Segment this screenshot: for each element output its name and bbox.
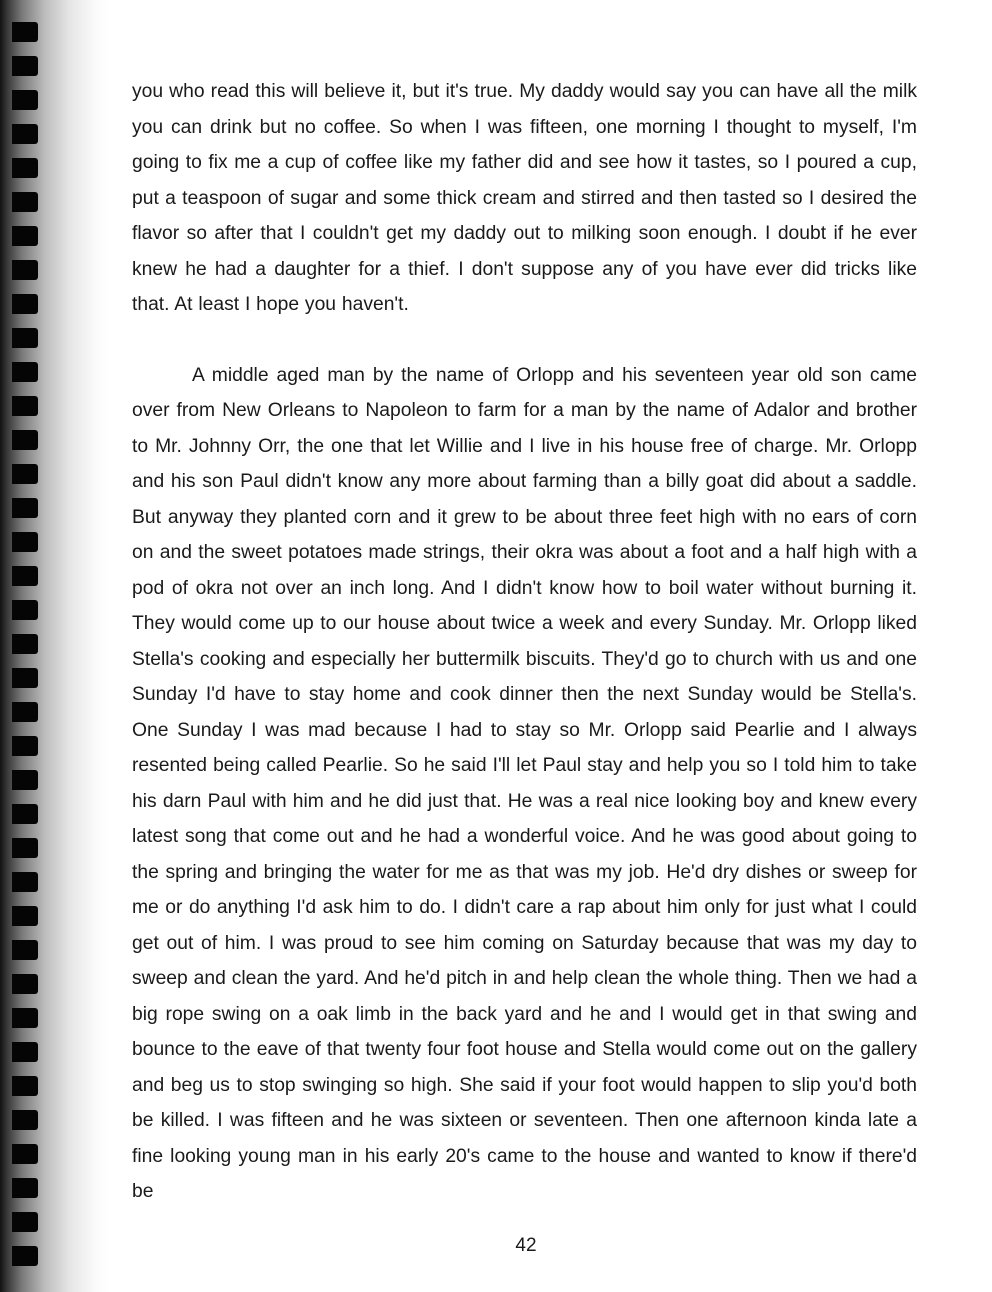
binder-ring — [12, 260, 38, 280]
page-number: 42 — [515, 1235, 537, 1256]
binder-ring — [12, 294, 38, 314]
binder-ring — [12, 192, 38, 212]
binder-ring — [12, 940, 38, 960]
page-body — [132, 74, 917, 1210]
paragraph-continued: you who read this will believe it, but it's true. My daddy would say you can have all the milk you can drink but no coffee. So when I was fifteen, one morning I thought to myself, I'm going to fix me a cup of coffee like my father did and see how it tastes, so I poured a cup, put a teaspoon of sugar and some thick cream and stirred and then tasted so I desired the flavor so after that I couldn't get my daddy out to milking soon enough. I doubt if he ever knew he had a daughter for a thief. I don't suppose any of you have ever did tricks like that. At least I hope you haven't. — [132, 81, 917, 315]
binder-ring — [12, 668, 38, 688]
binder-ring — [12, 124, 38, 144]
binder-ring — [12, 430, 38, 450]
binder-ring — [12, 90, 38, 110]
binder-ring — [12, 702, 38, 722]
binder-ring — [12, 736, 38, 756]
binder-ring — [12, 396, 38, 416]
binder-ring — [12, 56, 38, 76]
binder-ring — [12, 158, 38, 178]
binder-ring — [12, 328, 38, 348]
binder-ring — [12, 362, 38, 382]
binder-ring — [12, 532, 38, 552]
binder-ring — [12, 1110, 38, 1130]
binder-ring — [12, 1076, 38, 1096]
binder-ring — [12, 906, 38, 926]
binder-ring — [12, 1042, 38, 1062]
binder-ring — [12, 770, 38, 790]
paragraph-orlopp: A middle aged man by the name of Orlopp and his seventeen year old son came over from New Orleans to Napoleon to farm for a man by the name of Adalor and brother to Mr. Johnny Orr, the one that let Willie and I live in his house free of charge. Mr. Orlopp and his son Paul didn't know any more about farming than a billy goat did about a saddle. But anyway they planted corn and it grew to be about three feet high with no ears of corn on and the sweet potatoes made strings, their okra was about a foot and a half high with a pod of okra not over an inch long. And I didn't know how to boil water without burning it. They would come up to our house about twice a week and every Sunday. Mr. Orlopp liked Stella's cooking and especially her buttermilk biscuits. They'd go to church with us and one Sunday I'd have to stay home and cook dinner then the next Sunday would be Stella's. One Sunday I was mad because I had to stay so Mr. Orlopp said Pearlie and I always resented being called Pearlie. So he said I'll let Paul stay and help you so I told him to take his darn Paul with him and he did just that. He was a real nice looking boy and knew every latest song that come out and he had a wonderful voice. And he was good about going to the spring and bringing the water for me as that was my job. He'd dry dishes or sweep for me or do anything I'd ask him to do. I didn't care a rap about him only for just what I could get out of him. I was proud to see him coming on Saturday because that was my day to sweep and clean the yard. And he'd pitch in and help clean the whole thing. Then we had a big rope swing on a oak limb in the back yard and he and I would get in that swing and bounce to the eave of that twenty four foot house and Stella would come out on the gallery and beg us to stop swinging so high. She said if your foot would happen to slip you'd both be killed. I was fifteen and he was sixteen or seventeen. Then one afternoon kinda late a fine looking young man in his early 20's came to the house and wanted to know if there'd be — [132, 364, 917, 1202]
binder-ring — [12, 1178, 38, 1198]
binder-ring — [12, 22, 38, 42]
binder-ring — [12, 838, 38, 858]
binder-ring — [12, 226, 38, 246]
binder-ring — [12, 1008, 38, 1028]
binder-ring — [12, 634, 38, 654]
binder-ring — [12, 804, 38, 824]
binder-ring — [12, 464, 38, 484]
binder-ring — [12, 974, 38, 994]
binder-ring — [12, 872, 38, 892]
binder-ring — [12, 600, 38, 620]
binder-spine — [0, 0, 110, 1292]
binder-ring — [12, 1212, 38, 1232]
binder-ring — [12, 1144, 38, 1164]
binder-ring — [12, 566, 38, 586]
binder-ring — [12, 498, 38, 518]
